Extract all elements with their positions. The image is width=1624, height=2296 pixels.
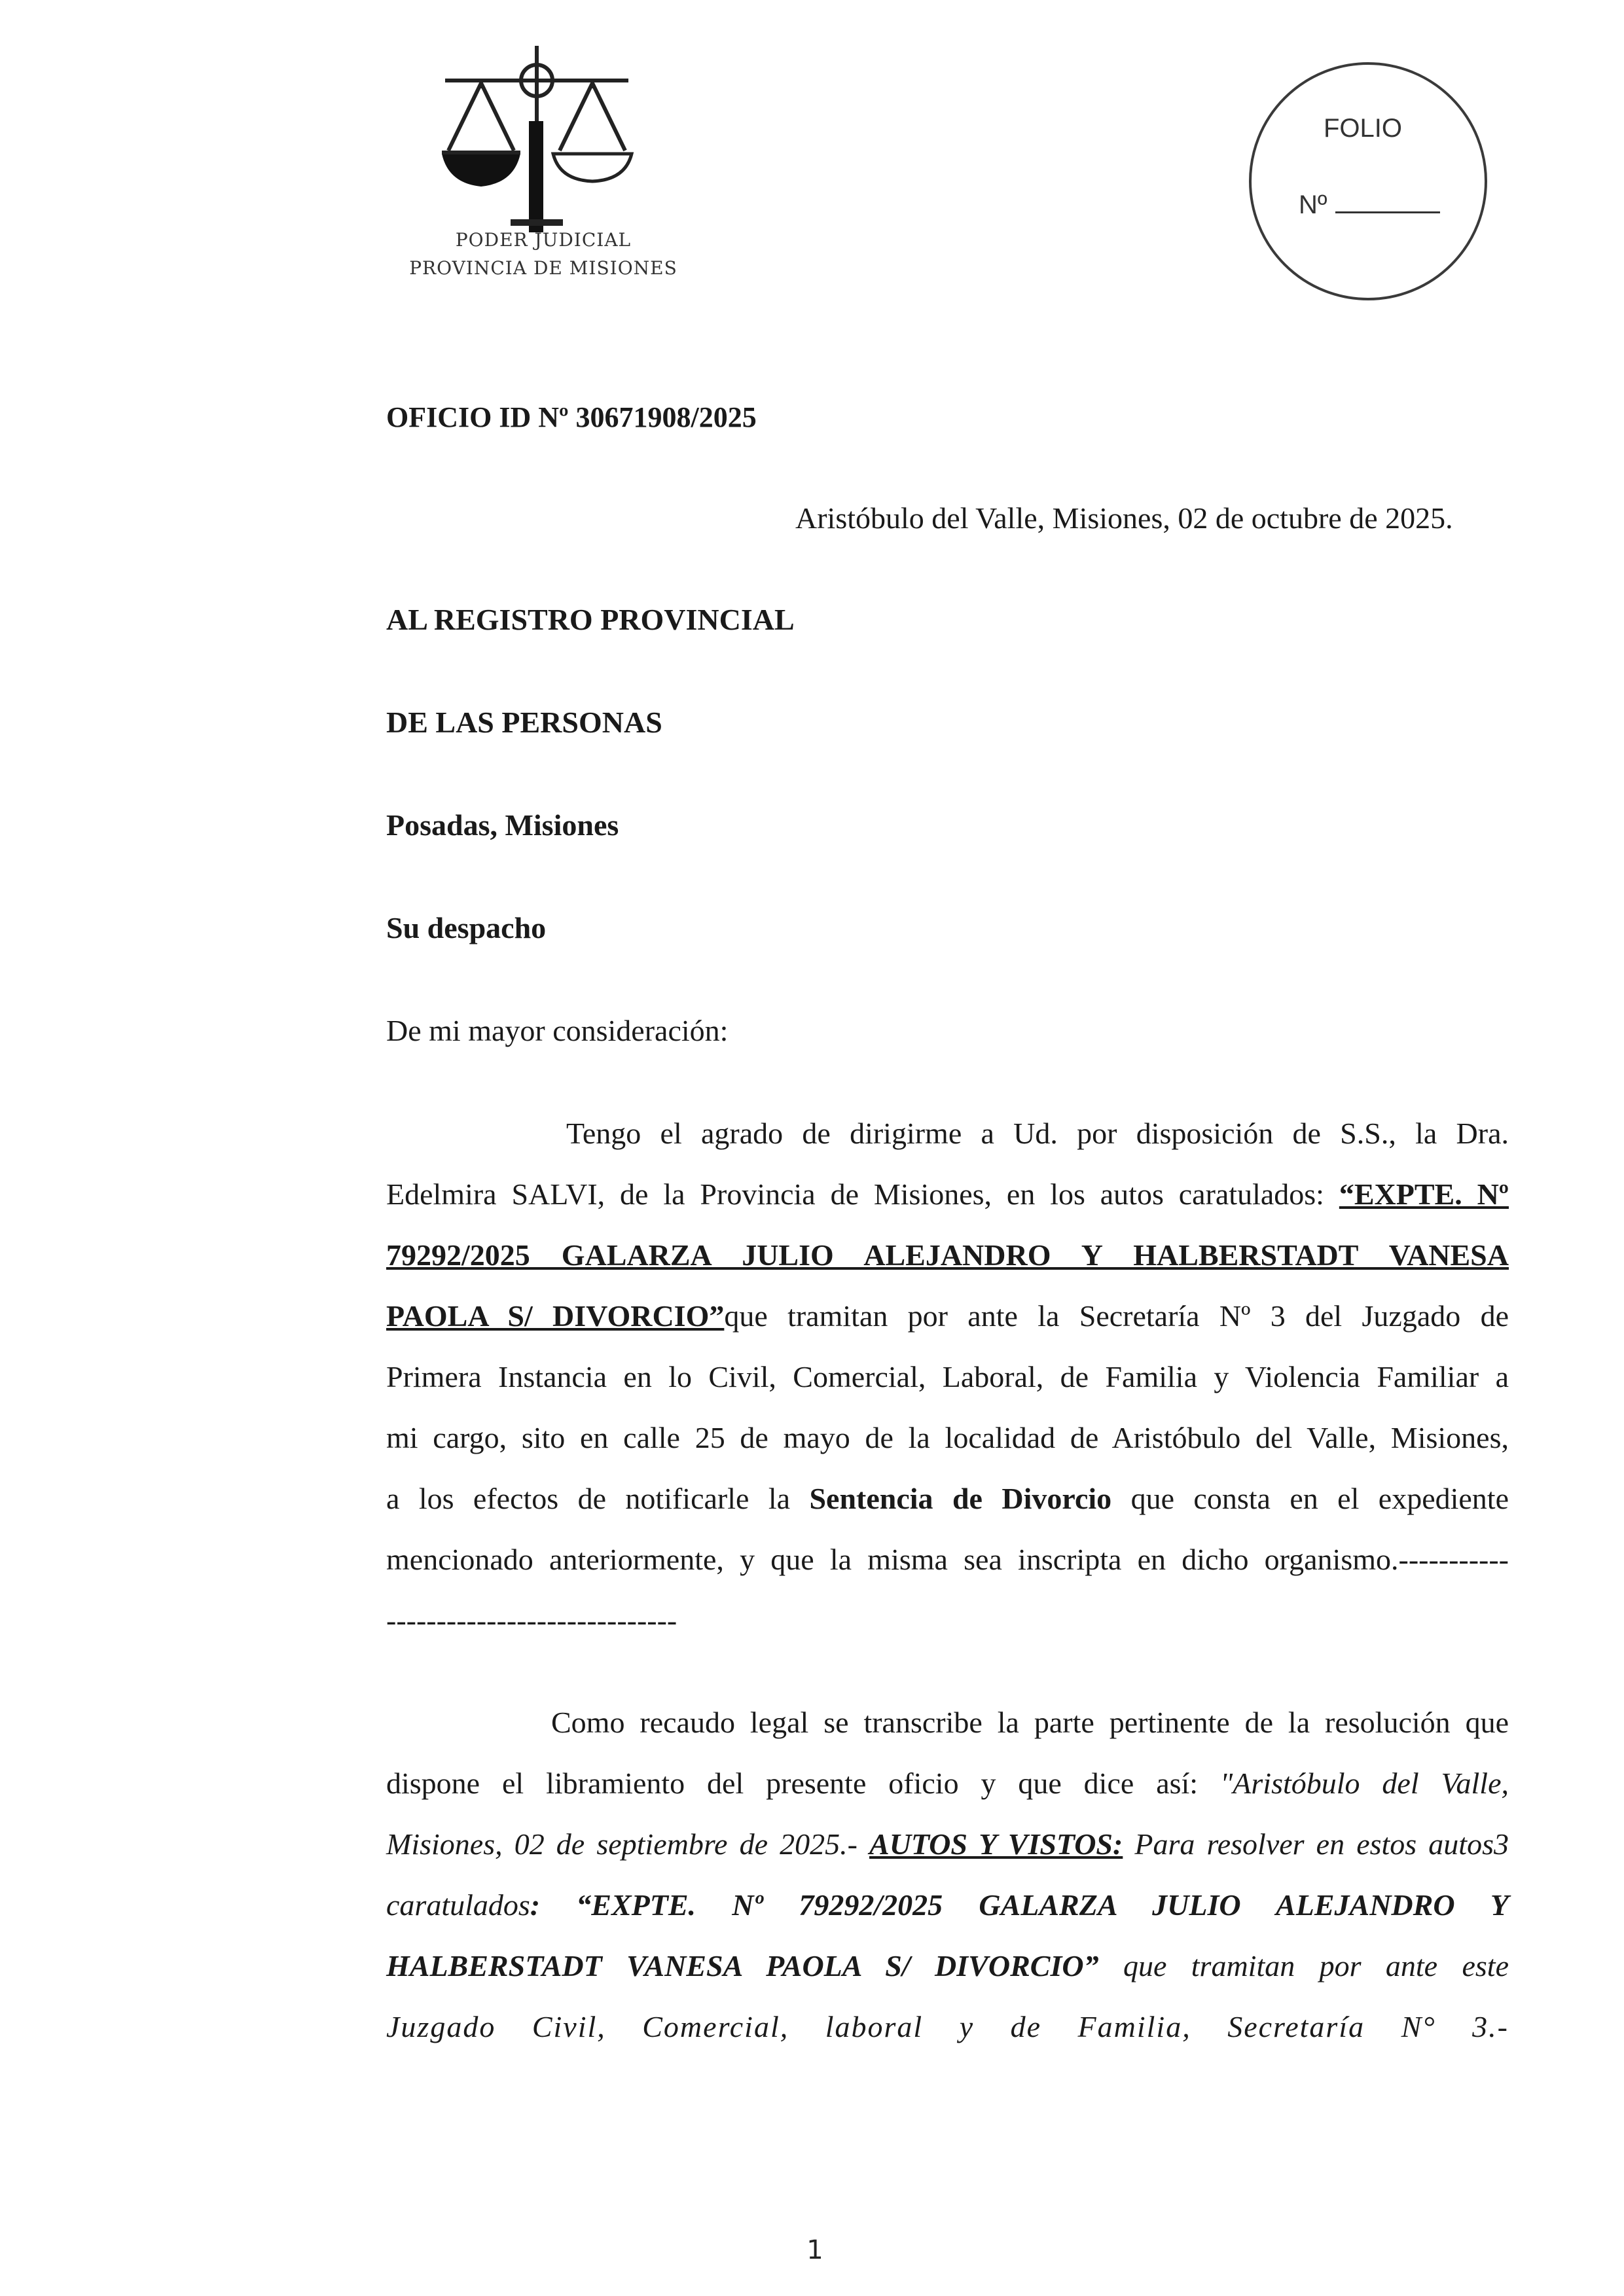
addressee-line2: DE LAS PERSONAS — [386, 706, 662, 739]
para2-line2-text: dispone el libramiento del presente oficio y que dice así: — [386, 1767, 1220, 1800]
folio-stamp — [1249, 62, 1487, 300]
logo-caption-line2: PROVINCIA DE MISIONES — [409, 257, 677, 279]
folio-label: FOLIO — [1324, 114, 1403, 143]
para1-line4-text: que tramitan por ante la Secretaría Nº 3 del Juzgado de — [724, 1299, 1509, 1333]
para1-line7-text-c: que consta en el expediente — [1111, 1482, 1509, 1515]
para1-line7-text-a: a los efectos de notificarle la — [386, 1482, 810, 1515]
folio-number-field — [1299, 189, 1440, 220]
para2-line4-text-a: caratulados — [386, 1888, 530, 1922]
para2-line3-text-c: Para resolver en estos autos3 — [1123, 1827, 1509, 1861]
para1-line2 — [386, 1177, 1509, 1211]
para2-line5-text: que tramitan por ante este — [1098, 1949, 1509, 1982]
quoted-case-title-start: : “EXPTE. Nº 79292/2025 GALARZA JULIO ALEJANDRO Y — [530, 1888, 1509, 1922]
autos-y-vistos: AUTOS Y VISTOS: — [869, 1827, 1123, 1861]
case-title-start: “EXPTE. Nº — [1339, 1177, 1509, 1211]
logo-caption-line1: PODER JUDICIAL — [455, 229, 632, 251]
addressee-line3: Posadas, Misiones — [386, 808, 619, 842]
para2-line3 — [386, 1827, 1509, 1861]
folio-number-label: Nº — [1299, 190, 1327, 219]
sentencia-de-divorcio: Sentencia de Divorcio — [809, 1482, 1112, 1515]
para1-line9: ----------------------------- — [386, 1604, 677, 1637]
page-number: 1 — [806, 2235, 823, 2265]
quoted-case-title-end: HALBERSTADT VANESA PAOLA S/ DIVORCIO” — [386, 1949, 1099, 1982]
para1-line3: 79292/2025 GALARZA JULIO ALEJANDRO Y HALBERSTADT VANESA — [386, 1238, 1509, 1272]
para1-line2-text: Edelmira SALVI, de la Provincia de Misiones, en los autos caratulados: — [386, 1177, 1339, 1211]
oficio-id: OFICIO ID Nº 30671908/2025 — [386, 401, 757, 433]
scales-of-justice-logo — [432, 43, 681, 291]
para1-line1: Tengo el agrado de dirigirme a Ud. por disposición de S.S., la Dra. — [566, 1117, 1509, 1150]
para2-line2 — [386, 1766, 1509, 1801]
addressee-line4: Su despacho — [386, 911, 547, 944]
para1-line4 — [386, 1299, 1509, 1333]
para1-line6: mi cargo, sito en calle 25 de mayo de la localidad de Aristóbulo del Valle, Misiones, — [386, 1421, 1509, 1454]
para2-line5 — [386, 1948, 1509, 1983]
para2-line3-text-a: Misiones, 02 de septiembre de 2025.- — [386, 1827, 870, 1861]
case-title-end: PAOLA S/ DIVORCIO” — [386, 1299, 725, 1333]
para1-line5: Primera Instancia en lo Civil, Comercial, Laboral, de Familia y Violencia Familiar a — [386, 1360, 1509, 1393]
quote-start: "Aristóbulo del Valle, — [1219, 1767, 1509, 1800]
greeting: De mi mayor consideración: — [386, 1014, 729, 1047]
para2-line4 — [386, 1888, 1509, 1922]
para2-line6: Juzgado Civil, Comercial, laboral y de Familia, Secretaría N° 3.- — [386, 2010, 1509, 2043]
para2-line1: Como recaudo legal se transcribe la parte pertinente de la resolución que — [551, 1706, 1509, 1739]
date-line: Aristóbulo del Valle, Misiones, 02 de octubre de 2025. — [795, 501, 1453, 535]
folio-number-blank — [1335, 189, 1440, 213]
para1-line8: mencionado anteriormente, y que la misma sea inscripta en dicho organismo.----------- — [386, 1543, 1509, 1576]
para1-line7 — [386, 1481, 1509, 1516]
addressee-line1: AL REGISTRO PROVINCIAL — [386, 603, 795, 636]
